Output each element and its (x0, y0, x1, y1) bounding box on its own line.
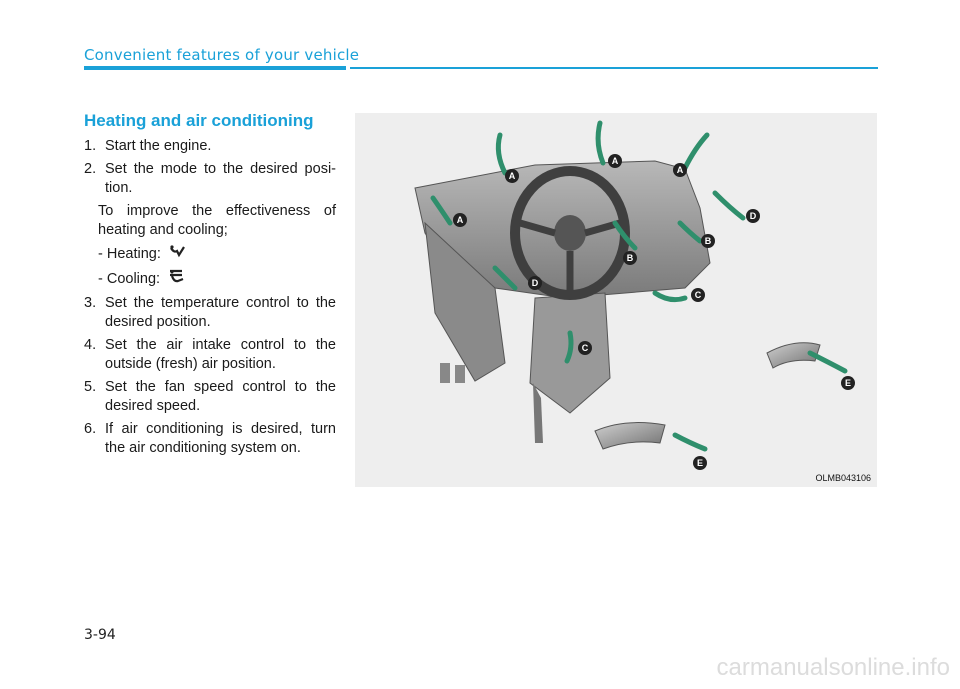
zone-label: C (694, 290, 702, 300)
page-heading: Heating and air conditioning (84, 111, 314, 130)
list-item (84, 160, 336, 198)
zone-label: A (508, 171, 516, 181)
dashboard-vent-illustration (355, 113, 877, 487)
step-text: Start the engine. (105, 138, 212, 154)
page-number: 3-94 (84, 627, 116, 643)
section-rule-thick (84, 66, 346, 70)
dashboard-drawing (415, 161, 820, 449)
zone-label: A (456, 215, 464, 225)
instruction-list (84, 137, 336, 462)
zone-label: A (676, 165, 684, 175)
step-text: Set the air intake control to the outside (fresh) air position. (105, 337, 336, 372)
zone-label: A (611, 156, 619, 166)
step-number: 4. (84, 337, 97, 353)
watermark: carmanualsonline.info (716, 654, 950, 681)
floor-heat-mode-icon (169, 244, 187, 264)
heating-label: - Heating: (98, 245, 161, 262)
list-item (84, 294, 336, 332)
zone-label: B (626, 253, 634, 263)
cooling-label: - Cooling: (98, 270, 161, 287)
step-number: 6. (84, 421, 97, 437)
cooling-line (84, 268, 336, 290)
note-text: To improve the effectiveness of heating and cooling; (98, 203, 336, 238)
face-vent-mode-icon (168, 268, 186, 290)
zone-label: B (704, 236, 712, 246)
figure-code: OLMB043106 (815, 473, 871, 483)
zone-label: E (696, 458, 704, 468)
zone-label: D (749, 211, 757, 221)
step-text: If air conditioning is desired, turn the air conditioning system on. (105, 421, 336, 456)
list-item (84, 378, 336, 416)
list-item (84, 137, 336, 156)
step-number: 2. (84, 161, 97, 177)
zone-label: E (844, 378, 852, 388)
zone-label: C (581, 343, 589, 353)
section-title: Convenient features of your vehicle (84, 46, 360, 64)
step-number: 5. (84, 379, 97, 395)
step-number: 1. (84, 138, 97, 154)
step-text: Set the temperature control to the desired position. (105, 295, 336, 330)
section-rule-thin (350, 67, 878, 69)
heating-line (84, 244, 336, 264)
list-item (84, 336, 336, 374)
list-item (84, 420, 336, 458)
step-text: Set the fan speed control to the desired speed. (105, 379, 336, 414)
zone-label: D (531, 278, 539, 288)
step-text: Set the mode to the desired posi-tion. (105, 161, 336, 196)
step-number: 3. (84, 295, 97, 311)
